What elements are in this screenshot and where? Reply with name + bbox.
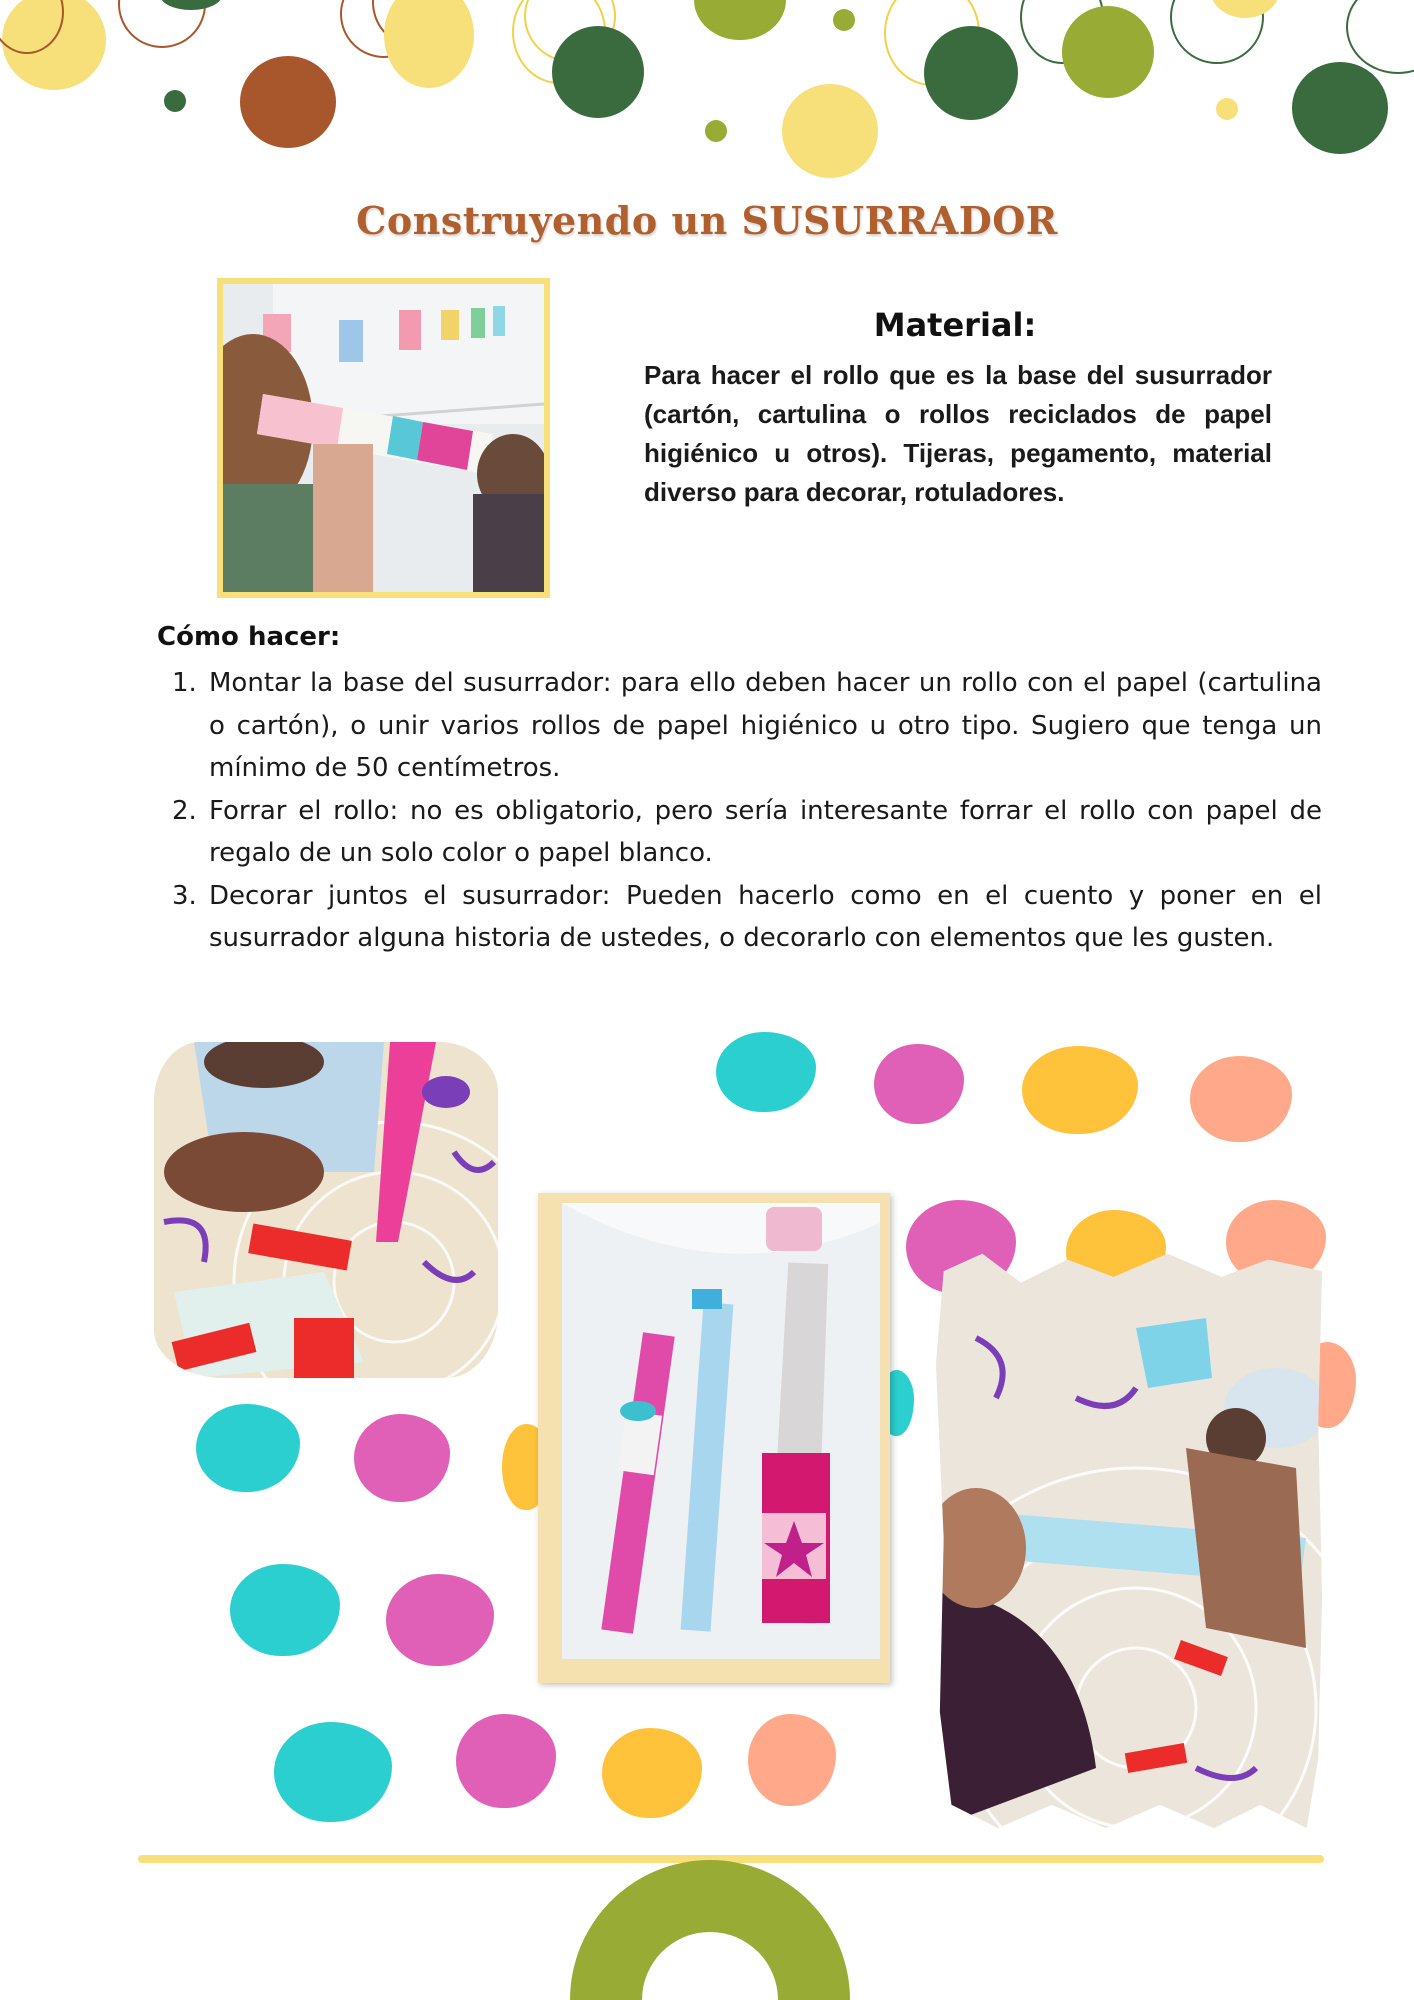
paint-blob-turquoise <box>230 1564 340 1656</box>
green-dot-small-1 <box>164 90 186 112</box>
paint-blob-peach <box>748 1714 836 1806</box>
brown-dot-1 <box>240 56 336 148</box>
step-number: 1. <box>172 668 197 698</box>
olive-dot-2 <box>1062 6 1154 98</box>
footer-arc <box>560 1860 860 2000</box>
paint-blob-orange <box>602 1728 702 1818</box>
photo-child-with-decorated-tube <box>936 1248 1322 1828</box>
photo-child-with-tube <box>223 284 544 592</box>
photo-illustration <box>223 284 544 592</box>
how-to-heading: Cómo hacer: <box>157 622 341 652</box>
paint-blob-turquoise <box>716 1032 816 1112</box>
yellow-dot-small-1 <box>1216 98 1238 120</box>
step-item <box>172 875 1322 960</box>
paint-blob-pink <box>456 1714 556 1808</box>
paint-blob-pink <box>386 1574 494 1666</box>
paint-blob-orange <box>1022 1046 1138 1134</box>
photo-child-on-rug <box>154 1042 498 1378</box>
photo-illustration <box>154 1042 498 1378</box>
green-dot-4 <box>1292 62 1388 154</box>
step-text: Decorar juntos el susurrador: Pueden hacerlo como en el cuento y poner en el susurrador alguna historia de ustedes, o decorarlo con elementos que les gusten. <box>209 880 1322 953</box>
steps-list <box>172 662 1322 960</box>
green-ring-3 <box>1346 0 1414 74</box>
material-heading: Material: <box>873 306 1037 344</box>
step-text: Forrar el rollo: no es obligatorio, pero sería interesante forrar el rollo con papel de regalo de un solo color o papel blanco. <box>209 795 1322 868</box>
paint-blob-turquoise <box>274 1722 392 1822</box>
yellow-dot-3 <box>782 84 878 178</box>
material-text: Para hacer el rollo que es la base del susurrador (cartón, cartulina o rollos reciclados de papel higiénico u otros). Tijeras, pegamento, material diverso para decorar, rotuladores. <box>644 360 1272 507</box>
step-text: Montar la base del susurrador: para ello deben hacer un rollo con el papel (cartulina o cartón), o unir varios rollos de papel higiénico u otro tipo. Sugiero que tenga un mínimo de 50 centímetros. <box>209 668 1322 783</box>
green-dot-3 <box>924 26 1018 120</box>
green-dot-2 <box>552 26 644 118</box>
photo-three-rolls <box>562 1203 880 1659</box>
olive-dot-1 <box>694 0 786 40</box>
olive-dot-small-1 <box>833 9 855 31</box>
step-item <box>172 790 1322 875</box>
paint-blob-turquoise <box>196 1404 300 1492</box>
page-title: Construyendo un SUSURRADOR <box>356 198 1058 243</box>
step-number: 3. <box>172 880 197 911</box>
photo-illustration <box>562 1203 880 1659</box>
paint-blob-peach <box>1190 1056 1292 1142</box>
olive-dot-small-2 <box>705 120 727 142</box>
yellow-dot-2 <box>384 0 474 88</box>
step-number: 2. <box>172 795 197 826</box>
photo-frame-top <box>217 278 550 598</box>
step-item <box>172 662 1322 790</box>
paint-blob-pink <box>874 1044 964 1124</box>
photo-frame-center <box>538 1193 890 1683</box>
photo-illustration <box>936 1248 1322 1828</box>
paint-blob-pink <box>354 1414 450 1502</box>
